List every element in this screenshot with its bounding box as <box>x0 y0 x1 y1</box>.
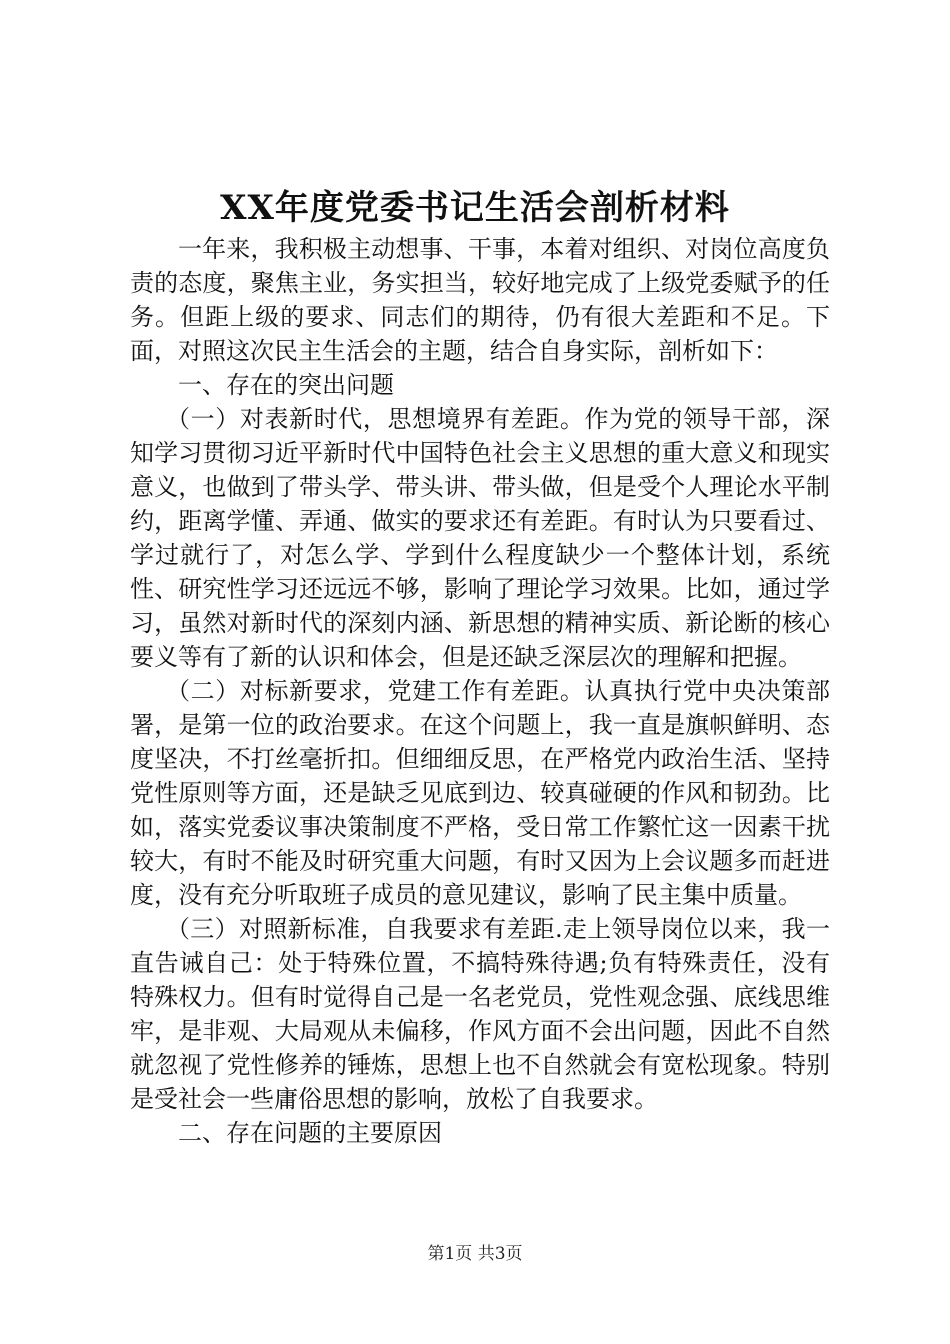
document-body <box>130 232 830 1150</box>
page-footer: 第1页 共3页 <box>427 1244 523 1264</box>
section-heading-problems: 一、存在的突出问题 <box>178 371 394 399</box>
problem-paragraph-2: （二）对标新要求，党建工作有差距。认真执行党中央决策部署，是第一位的政治要求。在这个问题上，我一直是旗帜鲜明、态度坚决，不打丝毫折扣。但细细反思，在严格党内政治生活、坚持党性原则等方面，还是缺乏见底到边、较真碰硬的作风和韧劲。比如，落实党委议事决策制度不严格，受日常工作繁忙这一因素干扰较大，有时不能及时研究重大问题，有时又因为上会议题多而赶进度，没有充分听取班子成员的意见建议，影响了民主集中质量。 <box>130 677 830 909</box>
intro-paragraph: 一年来，我积极主动想事、干事，本着对组织、对岗位高度负责的态度，聚焦主业，务实担当，较好地完成了上级党委赋予的任务。但距上级的要求、同志们的期待，仍有很大差距和不足。下面，对照这次民主生活会的主题，结合自身实际，剖析如下： <box>130 235 830 365</box>
problem-paragraph-1: （一）对表新时代，思想境界有差距。作为党的领导干部，深知学习贯彻习近平新时代中国特色社会主义思想的重大意义和现实意义，也做到了带头学、带头讲、带头做，但是受个人理论水平制约，距离学懂、弄通、做实的要求还有差距。有时认为只要看过、学过就行了，对怎么学、学到什么程度缺少一个整体计划，系统性、研究性学习还远远不够，影响了理论学习效果。比如，通过学习，虽然对新时代的深刻内涵、新思想的精神实质、新论断的核心要义等有了新的认识和体会，但是还缺乏深层次的理解和把握。 <box>130 405 830 671</box>
section-heading-causes: 二、存在问题的主要原因 <box>178 1119 442 1147</box>
problem-paragraph-3: （三）对照新标准，自我要求有差距.走上领导岗位以来，我一直告诫自己：处于特殊位置，不搞特殊待遇;负有特殊责任，没有特殊权力。但有时觉得自己是一名老党员，党性观念强、底线思维牢，是非观、大局观从未偏移，作风方面不会出问题，因此不自然就忽视了党性修养的锤炼，思想上也不自然就会有宽松现象。特别是受社会一些庸俗思想的影响，放松了自我要求。 <box>130 915 830 1113</box>
document-title: XX年度党委书记生活会剖析材料 <box>220 188 730 228</box>
